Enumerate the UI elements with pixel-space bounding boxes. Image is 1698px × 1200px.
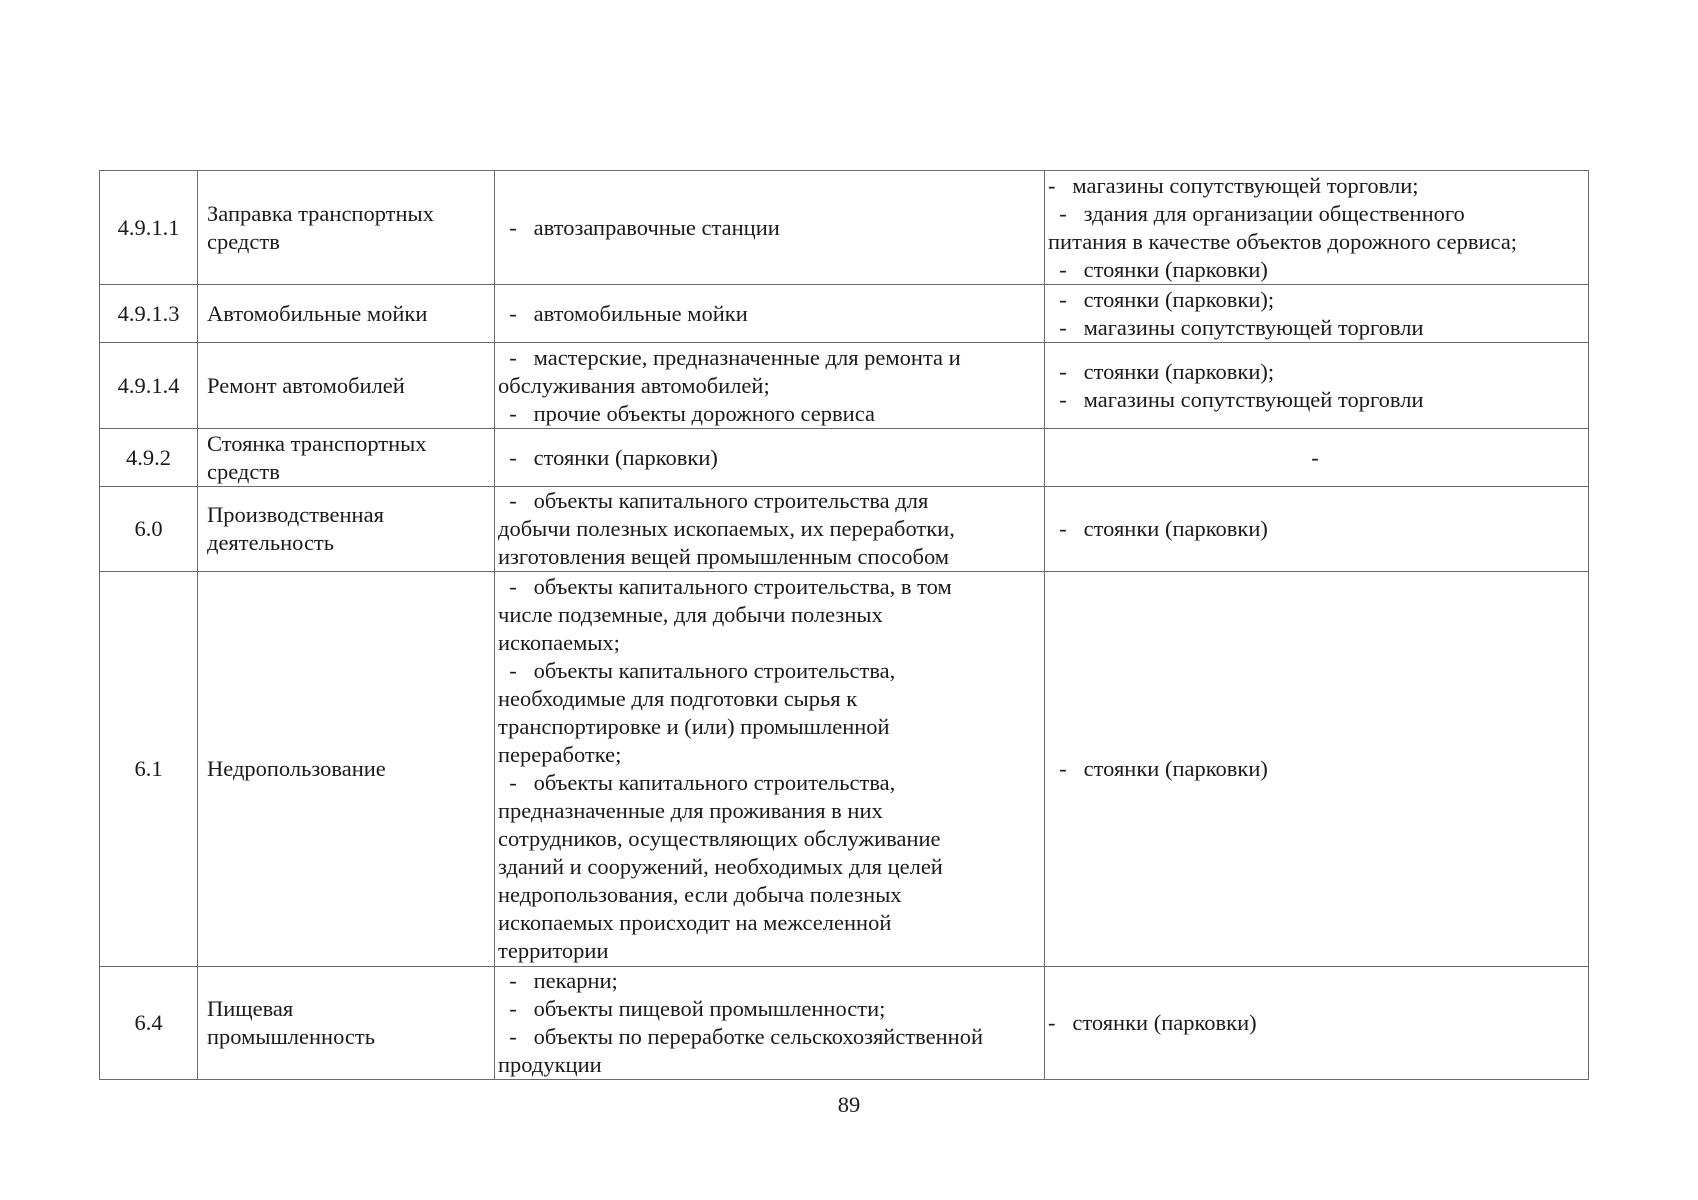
- row-name-cell: [198, 285, 495, 343]
- main-use-line: добычи полезных ископаемых, их переработки,: [498, 516, 955, 541]
- row-code-cell: [100, 429, 198, 487]
- main-use-line: - объекты капитального строительства,: [498, 658, 896, 683]
- row-aux-uses-cell: [1045, 487, 1589, 572]
- row-code-cell: [100, 171, 198, 285]
- main-use-line: ископаемых происходит на межселенной: [498, 910, 892, 935]
- main-use-line: - пекарни;: [498, 968, 618, 993]
- page-number: 89: [837, 1092, 861, 1117]
- row-code-cell: [100, 343, 198, 429]
- row-name-cell: [198, 487, 495, 572]
- row-main-uses-cell: [495, 171, 1045, 285]
- aux-use-line: - здания для организации общественного: [1048, 200, 1465, 226]
- row-name-line: Производственная: [207, 502, 384, 527]
- row-name-cell: [198, 967, 495, 1080]
- aux-use-line: - стоянки (парковки): [1048, 516, 1268, 541]
- table-row: [100, 343, 1589, 429]
- main-use-line: - стоянки (парковки): [498, 444, 718, 470]
- main-use-line: - автомобильные мойки: [498, 300, 748, 326]
- row-name-line: Стоянка транспортных: [207, 430, 427, 456]
- main-use-line: недропользования, если добыча полезных: [498, 882, 902, 907]
- row-main-uses-cell: [495, 429, 1045, 487]
- row-code-cell: [100, 967, 198, 1080]
- row-main-uses-cell: [495, 285, 1045, 343]
- table-body: [100, 171, 1589, 1080]
- main-use-line: переработке;: [498, 742, 622, 767]
- row-main-uses-cell: [495, 343, 1045, 429]
- table-row: [100, 171, 1589, 285]
- aux-use-line: питания в качестве объектов дорожного сервиса;: [1048, 228, 1518, 254]
- main-use-line: - мастерские, предназначенные для ремонта и: [498, 344, 961, 370]
- main-use-line: - объекты пищевой промышленности;: [498, 996, 886, 1021]
- row-name-line: промышленность: [207, 1024, 375, 1049]
- table-row: [100, 572, 1589, 967]
- aux-use-line: - магазины сопутствующей торговли: [1048, 314, 1424, 340]
- row-name-line: деятельность: [207, 530, 335, 555]
- row-name-cell: [198, 343, 495, 429]
- main-use-line: - прочие объекты дорожного сервиса: [498, 400, 875, 426]
- land-use-table: [99, 170, 1589, 1080]
- main-use-line: транспортировке и (или) промышленной: [498, 714, 890, 739]
- row-aux-uses-cell: [1045, 171, 1589, 285]
- row-name-line: Ремонт автомобилей: [207, 372, 405, 398]
- row-name-cell: [198, 572, 495, 967]
- row-name-line: Автомобильные мойки: [207, 300, 428, 326]
- aux-use-line: -: [1311, 444, 1319, 470]
- row-name-line: Заправка транспортных: [207, 200, 434, 226]
- row-code-cell: [100, 572, 198, 967]
- row-code: 6.0: [134, 516, 163, 541]
- main-use-line: - объекты капитального строительства для: [498, 488, 929, 513]
- table-row: [100, 487, 1589, 572]
- main-use-line: - автозаправочные станции: [498, 214, 780, 240]
- row-name-cell: [198, 429, 495, 487]
- main-use-line: продукции: [498, 1052, 602, 1077]
- aux-use-line: - магазины сопутствующей торговли: [1048, 386, 1424, 412]
- row-code: 4.9.1.3: [117, 300, 180, 326]
- aux-use-line: - стоянки (парковки): [1048, 256, 1268, 282]
- table-row: [100, 967, 1589, 1080]
- main-use-line: - объекты по переработке сельскохозяйственной: [498, 1024, 984, 1049]
- row-name-line: Пищевая: [207, 996, 294, 1021]
- main-use-line: ископаемых;: [498, 630, 620, 655]
- main-use-line: изготовления вещей промышленным способом: [498, 544, 950, 569]
- aux-use-line: - магазины сопутствующей торговли;: [1048, 172, 1419, 198]
- row-main-uses-cell: [495, 487, 1045, 572]
- aux-use-line: - стоянки (парковки): [1048, 756, 1268, 781]
- main-use-line: обслуживания автомобилей;: [498, 372, 770, 398]
- row-code-cell: [100, 285, 198, 343]
- main-use-line: - объекты капитального строительства, в том: [498, 574, 952, 599]
- aux-use-line: - стоянки (парковки): [1048, 1010, 1257, 1035]
- row-aux-uses-cell: [1045, 429, 1589, 487]
- main-use-line: территории: [498, 938, 609, 963]
- row-code-cell: [100, 487, 198, 572]
- main-use-line: - объекты капитального строительства,: [498, 770, 896, 795]
- row-code: 6.4: [134, 1010, 163, 1035]
- row-code: 4.9.2: [126, 444, 171, 470]
- main-use-line: сотрудников, осуществляющих обслуживание: [498, 826, 941, 851]
- main-use-line: необходимые для подготовки сырья к: [498, 686, 858, 711]
- row-main-uses-cell: [495, 572, 1045, 967]
- row-name-cell: [198, 171, 495, 285]
- aux-use-line: - стоянки (парковки);: [1048, 358, 1275, 384]
- row-name-line: средств: [207, 458, 280, 484]
- row-name-line: Недропользование: [207, 756, 386, 781]
- row-aux-uses-cell: [1045, 572, 1589, 967]
- row-name-line: средств: [207, 228, 280, 254]
- row-code: 6.1: [134, 756, 163, 781]
- main-use-line: зданий и сооружений, необходимых для целей: [498, 854, 943, 879]
- table-row: [100, 429, 1589, 487]
- row-aux-uses-cell: [1045, 285, 1589, 343]
- main-use-line: предназначенные для проживания в них: [498, 798, 883, 823]
- row-code: 4.9.1.4: [117, 372, 180, 398]
- aux-use-line: - стоянки (парковки);: [1048, 286, 1275, 312]
- row-main-uses-cell: [495, 967, 1045, 1080]
- row-aux-uses-cell: [1045, 967, 1589, 1080]
- main-use-line: числе подземные, для добычи полезных: [498, 602, 883, 627]
- row-aux-uses-cell: [1045, 343, 1589, 429]
- table-row: [100, 285, 1589, 343]
- row-code: 4.9.1.1: [117, 214, 180, 240]
